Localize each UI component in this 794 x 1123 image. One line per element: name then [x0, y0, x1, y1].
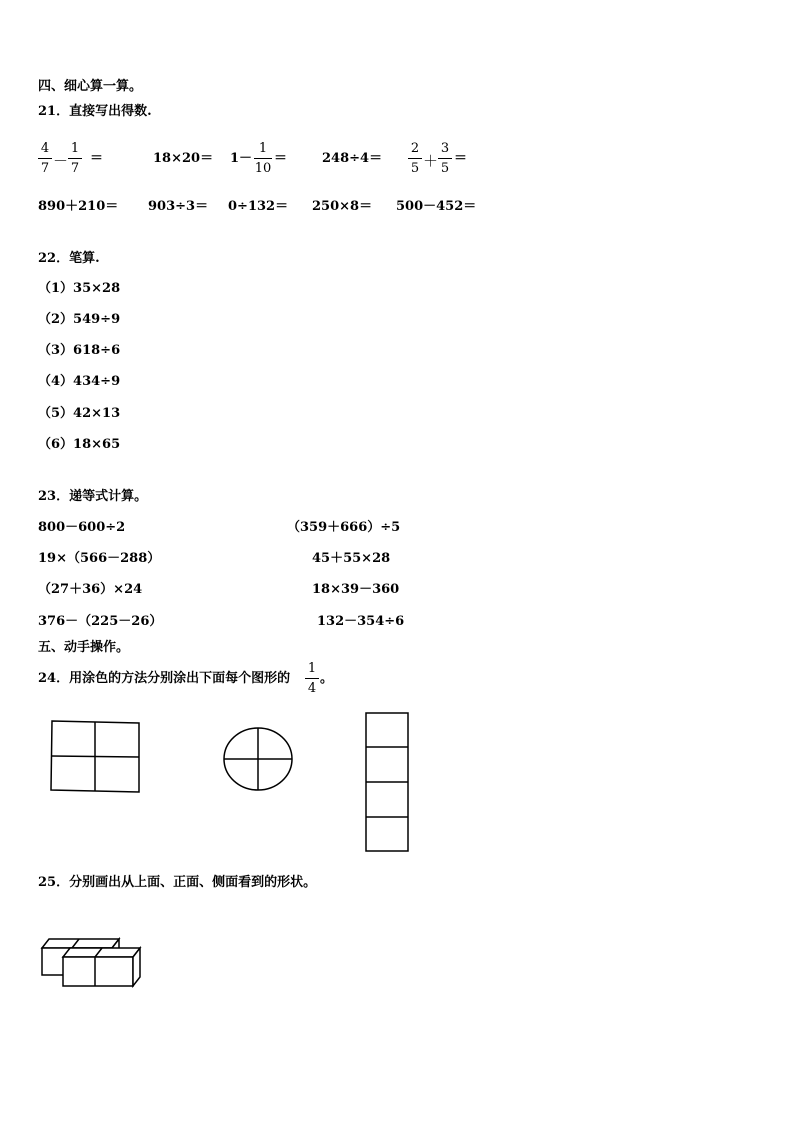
expr-18x20: 18×20＝ [153, 151, 214, 166]
step-calc-right: 45＋55×28 [312, 551, 391, 566]
question-21-title: 21．直接写出得数. [38, 104, 152, 119]
step-calc-left: 19×（566－288） [38, 551, 161, 566]
step-calc-left: 800－600÷2 [38, 520, 126, 535]
minus-sign: － [53, 152, 69, 170]
step-calc-right: 132－354÷6 [317, 614, 405, 629]
written-calc-item: （4）434÷9 [38, 374, 121, 389]
fraction-1-7: 1 7 [68, 141, 82, 176]
rectangle-horizontal-divider [51, 756, 139, 757]
expr-1-minus: 1－ [230, 151, 253, 166]
fraction-2-5: 2 5 [408, 141, 422, 176]
equals-sign: ＝ [90, 151, 104, 166]
written-calc-item: （1）35×28 [38, 281, 121, 296]
written-calc-item: （3）618÷6 [38, 343, 121, 358]
step-calc-left: 376－（225－26） [38, 614, 163, 629]
section-four-title: 四、细心算一算。 [38, 79, 143, 94]
step-calc-left: （27＋36）×24 [38, 582, 143, 597]
step-calc-right: （359＋666）÷5 [287, 520, 401, 535]
equals-sign: ＝ [274, 151, 288, 166]
expr-500minus452: 500－452＝ [396, 199, 477, 214]
expr-903div3: 903÷3＝ [148, 199, 209, 214]
section-five-title: 五、动手操作。 [38, 640, 130, 655]
written-calc-item: （5）42×13 [38, 406, 121, 421]
fraction-3-5: 3 5 [438, 141, 452, 176]
fraction-1-4: 1 4 [305, 661, 319, 696]
written-calc-item: （6）18×65 [38, 437, 121, 452]
plus-sign: ＋ [423, 152, 439, 170]
equals-sign: ＝ [454, 151, 468, 166]
step-calc-right: 18×39－360 [312, 582, 400, 597]
front-cube-front [63, 957, 133, 986]
expr-0div132: 0÷132＝ [228, 199, 289, 214]
question-25-title: 25．分别画出从上面、正面、侧面看到的形状。 [38, 875, 317, 890]
fraction-1-10: 1 10 [254, 141, 272, 176]
fraction-4-7: 4 7 [38, 141, 52, 176]
cube-solid-figure [42, 939, 140, 986]
question-24-period: 。 [320, 671, 334, 686]
question-22-title: 22．笔算. [38, 251, 100, 266]
expr-890plus210: 890＋210＝ [38, 199, 119, 214]
expr-248div4: 248÷4＝ [322, 151, 383, 166]
question-24-title: 24．用涂色的方法分别涂出下面每个图形的 [38, 671, 291, 686]
question-23-title: 23．递等式计算。 [38, 489, 148, 504]
written-calc-item: （2）549÷9 [38, 312, 121, 327]
back-cube-top [42, 939, 119, 948]
expr-250x8: 250×8＝ [312, 199, 373, 214]
